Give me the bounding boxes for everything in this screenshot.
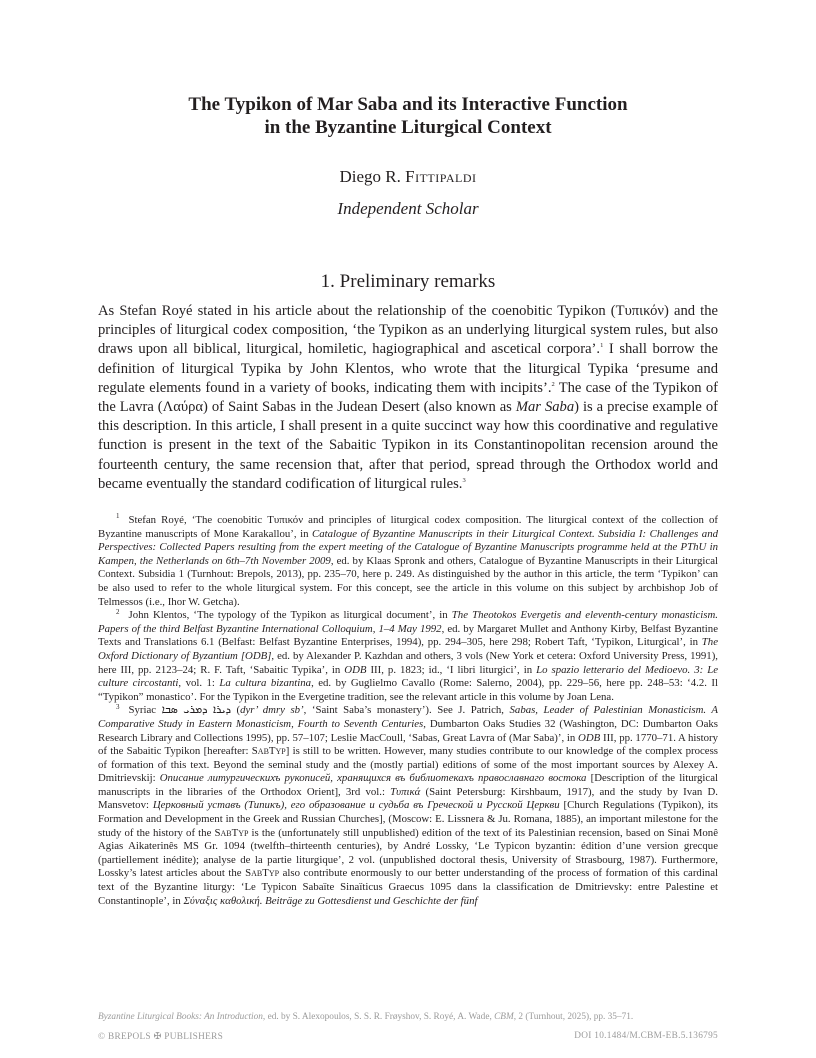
author-first: Diego R. — [339, 167, 406, 186]
text-run-italic: The Theotokos Evergetis and eleventh-century monasticism. Papers of the third Belfast Byzantine International Colloquium, 1–4 May 1992 — [98, 609, 719, 635]
footnote-marker[interactable]: 1 — [600, 342, 604, 350]
text-run: , ed. by Guglielmo Cavallo (Rome: Salerno, 2004), pp. 229–56, here pp. 248–53: ‘4.2. Il “Typikon” monastico’. For the Typikon in the Evergetine tradition, see the relevant article in this volume by Joan Lena. — [98, 677, 718, 703]
text-run: , ‘Saint Saba’s monastery’). See J. Patrich, — [303, 704, 510, 717]
footnotes — [98, 514, 718, 908]
book-title: Byzantine Liturgical Books: An Introduction — [98, 1012, 263, 1022]
text-run: III, pp. 1770–71. A history of the Sabaitic Typikon [hereafter: — [98, 731, 718, 758]
text-run: Stefan Royé, ‘The coenobitic Τυπικόν and principles of liturgical codex composition. The liturgical context of the collection of Byzantine manuscripts of Mone Karakallou’, in — [98, 514, 718, 540]
text-run-italic: Σύναξις καθολική. Beiträge zu Gottesdienst und Geschichte der fünf — [183, 894, 478, 907]
author-last: Fittipaldi — [405, 167, 477, 186]
text-run: also contribute enormously to our better understanding of the process of formation of this cardinal text of the Byzantine liturgy: ‘Le Typicon Sabaïte Sinaïticus Graecus 1095 dans la classification de Dmitrievsky: entre Palestine et Constantinople’, in — [98, 867, 719, 907]
text-run: As Stefan Royé stated in his article about the relationship of the coenobitic Typikon (Τυπικόν) and the principles of liturgical codex composition, ‘the Typikon as an underlying liturgical system rules, but also draws upon all biblical, liturgical, homiletic, hagiographical and ascetical corpora’. — [98, 303, 718, 358]
text-run-italic: Τυπικά — [390, 785, 421, 798]
text-run: ) is a precise example of this description. In this article, I shall present in a quite succinct way how this coordinative and regulative function is present in the text of the Sabaitic Typikon in its Constantinopolitan recension around the fourteenth century, the same recension that, after that period, spread through the Orthodox world and became eventually the standard codification of liturgical rules. — [98, 399, 718, 492]
footnote-marker[interactable]: 3 — [462, 476, 466, 484]
text-run: ] is still to be written. However, many studies contribute to our knowledge of the complex process of formation of this text. Beyond the seminal study and the (mostly partial) editions of some of the most important sources by Alexey A. Dmitrievskij: — [98, 745, 718, 785]
footnote-marker[interactable]: 2 — [551, 380, 555, 388]
text-run-italic: ODB — [344, 663, 367, 676]
text-run: The case of the Typikon of the Lavra (Λαύρα) of Saint Sabas in the Judean Desert (also known as — [98, 379, 718, 416]
title-line-2: in the Byzantine Liturgical Context — [264, 117, 552, 138]
text-run-italic: Описание литургическихъ рукописей, хранящихся въ библиотекахъ православнаго востока — [159, 772, 587, 785]
text-run-italic: Церковный уставъ (Типикъ), его образование и судьба въ Греческой и Русской Церкви — [152, 799, 560, 812]
text-run-italic: dyr’ dmry sb’ — [240, 704, 304, 717]
citation-footer — [98, 1012, 718, 1022]
doi-link[interactable]: DOI 10.1484/M.CBM-EB.5.136795 — [574, 1031, 718, 1041]
text-run-smallcaps: SabTyp — [214, 826, 249, 839]
text-run-italic: La cultura bizantina — [219, 677, 312, 690]
text-run: , ed. by Alexander P. Kazhdan and others, 3 vols (New York et cetera: Oxford University Press, 1991), here III, pp. 2123–24; R. F. Taft, ‘Sabaitic Typika’, in — [98, 649, 718, 676]
paragraph — [98, 302, 718, 494]
text-run-italic: ODB — [578, 731, 601, 744]
article-title — [98, 93, 718, 139]
text-run: I shall borrow the definition of liturgical Typika by John Klentos, who wrote that the liturgical Typika ‘presume and regulate elements found in a variety of books, indicating them with incipits’. — [98, 341, 718, 396]
text-run: , ed. by S. Alexopoulos, S. S. R. Frøyshov, S. Royé, A. Wade, — [262, 1012, 495, 1022]
text-run-italic: The Oxford Dictionary of Byzantium [ODB] — [98, 636, 718, 662]
body-text — [98, 302, 718, 494]
publisher-mark: © BREPOLS ✠ PUBLISHERS — [98, 1032, 224, 1042]
text-run-italic: Lo spazio letterario del Medioevo. 3: Le culture circostanti — [98, 663, 718, 690]
text-run: , ed. by Klaas Spronk and others, Catalogue of Byzantine Manuscripts in their Liturgical Context. Subsidia 1 (Turnhout: Brepols, 2013), pp. 235–70, here p. 249. As distinguished by the author in this article, the term ‘Typikon’ can be also used to refer to the whole liturgical system. For this concept, see the article in this volume on this subject by archbishop Job of Telmessos (i.e., Ihor W. Getcha). — [98, 554, 719, 608]
author-name — [98, 167, 718, 187]
text-run: (Saint Petersburg: Kirshbaum, 1917), and the study by Ivan D. Mansvetov: — [98, 785, 718, 812]
text-run: John Klentos, ‘The typology of the Typikon as liturgical document’, in — [128, 609, 452, 622]
text-run: , vol. 1: — [178, 677, 220, 690]
footnote — [98, 704, 718, 908]
footnote — [98, 609, 718, 704]
text-run: [Church Regulations (Typikon), its Formation and Development in the Greek and Russian Churches], (Moscow: E. Lissnera & Ju. Romana, 1885), an important milestone for the study of the history of the — [98, 799, 718, 839]
text-run-smallcaps: SabTyp — [245, 867, 280, 880]
series-name: CBM — [494, 1012, 514, 1022]
text-run-smallcaps: SabTyp — [251, 745, 286, 758]
text-run: , Dumbarton Oaks Studies 32 (Washington, DC: Dumbarton Oaks Research Library and Collections 1995), pp. 57–107; Leslie MacCoull, ‘Sabas, Great Lavra of (Mar Saba)’, in — [98, 717, 718, 744]
author-affiliation: Independent Scholar — [337, 199, 479, 218]
title-line-1: The Typikon of Mar Saba and its Interactive Function — [188, 94, 628, 115]
text-run-italic: Catalogue of Byzantine Manuscripts in their Liturgical Context. Subsidia I: Challenges and Perspectives: Collected Papers resulting from the expert meeting of the Catalogue of Byzantine Manuscripts programme held at the PThU in Kampen, the Netherlands on 6th–7th November 2009 — [98, 527, 718, 567]
text-run: is the (unfortunately still unpublished) edition of the text of its Palestinian recension, based on Sinai Monê Agias Aikaterinês MS Gr. 1094 (twelfth–thirteenth centuries), by André Lossky, ‘Le Typicon byzantin: édition d’une version grecque (partiellement inédite); analyse de la partie liturgique’, 2 vol. (unpublished doctoral thesis, University of Strasbourg, 1987). Furthermore, Lossky’s latest articles about the — [98, 826, 718, 880]
text-run: Syriac ܕܝܪܐ ܕܡܪܝ ܣܒܐ ( — [128, 704, 241, 717]
footnote — [98, 514, 718, 609]
text-run-italic: Mar Saba — [515, 399, 575, 416]
text-run: , 2 (Turnhout, 2025), pp. 35–71. — [513, 1012, 634, 1022]
text-run: III, p. 1823; id., ‘I libri liturgici’, in — [366, 663, 537, 676]
text-run-italic: Sabas, Leader of Palestinian Monasticism. A Comparative Study in Eastern Monasticism, Fourth to Seventh Centuries — [98, 704, 718, 730]
section-heading: 1. Preliminary remarks — [320, 271, 496, 292]
footnote-number: 1 — [116, 512, 120, 521]
footnote-number: 2 — [116, 607, 120, 616]
text-run: [Description of the liturgical manuscripts in the libraries of the Orthodox Orient], 3rd vol.: — [98, 772, 718, 798]
text-run: , ed. by Margaret Mullet and Anthony Kirby, Belfast Byzantine Texts and Translations 6.1 (Belfast: Belfast Byzantine Enterprises, 1994), pp. 294–305, here 298; Robert Taft, ‘Typikon, Liturgical’, in — [98, 622, 718, 649]
footnote-number: 3 — [116, 702, 120, 711]
